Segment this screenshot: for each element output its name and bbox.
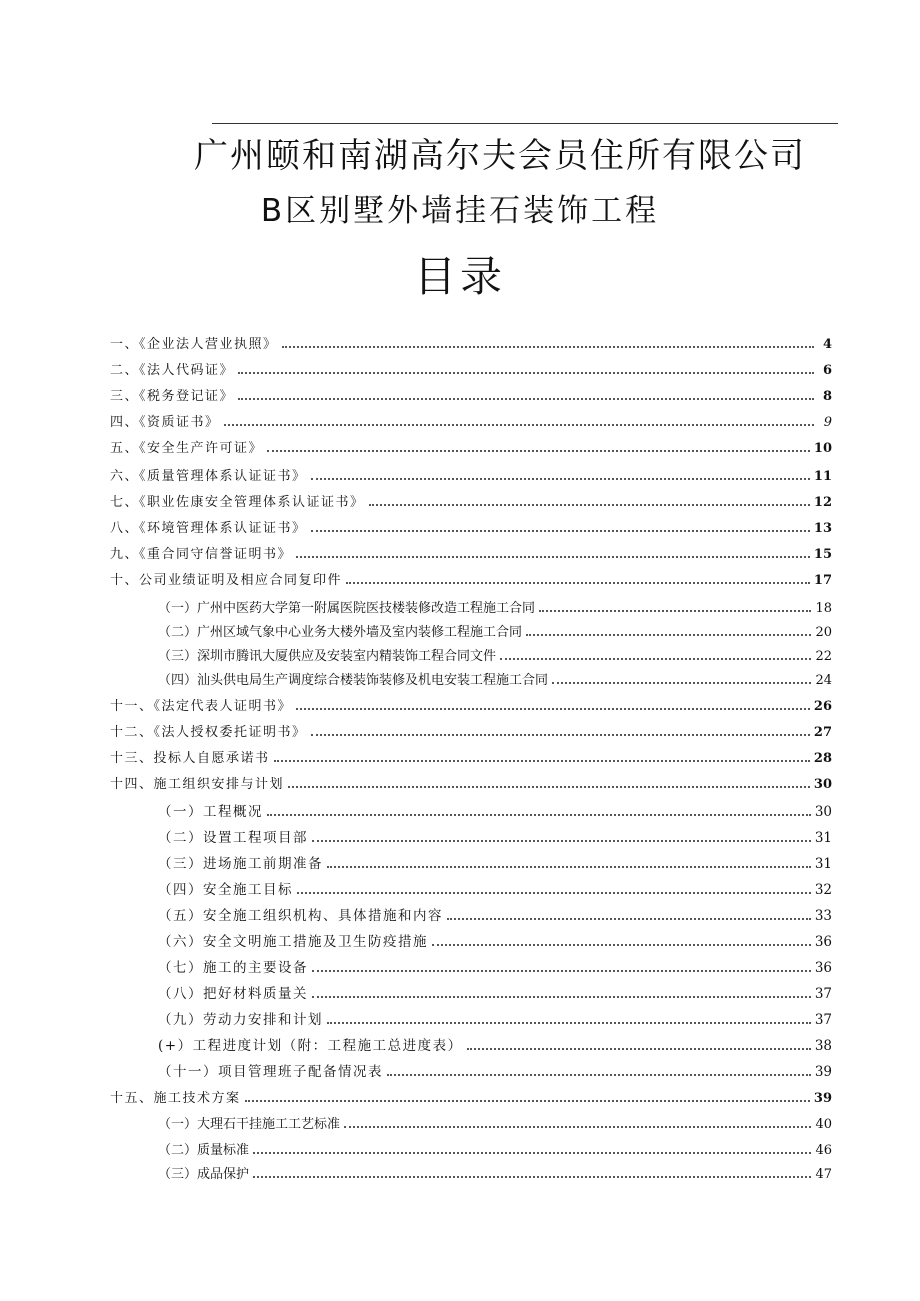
toc-entry[interactable] bbox=[110, 954, 832, 976]
toc-leader-dots bbox=[282, 346, 814, 348]
toc-entry-page: 33 bbox=[814, 908, 832, 924]
toc-entry-label: （一）大理石干挂施工工艺标准 bbox=[158, 1117, 341, 1132]
toc-leader-dots bbox=[238, 372, 814, 374]
toc-leader-dots bbox=[311, 530, 810, 532]
toc-leader-dots bbox=[253, 1176, 811, 1178]
toc-entry[interactable] bbox=[110, 718, 832, 740]
company-title: 广州颐和南湖高尔夫会员住所有限公司 bbox=[194, 136, 806, 176]
toc-entry-page: 8 bbox=[822, 389, 832, 404]
toc-entry-page: 31 bbox=[814, 856, 832, 872]
toc-entry-label: 十四、施工组织安排与计划 bbox=[110, 777, 285, 792]
toc-leader-dots bbox=[267, 450, 810, 452]
toc-entry-label: 八、《环境管理体系认证证书》 bbox=[110, 521, 307, 536]
toc-entry-page: 6 bbox=[822, 363, 832, 378]
toc-entry-page: 39 bbox=[813, 1091, 832, 1106]
toc-entry-page: 10 bbox=[813, 441, 832, 456]
toc-entry-page: 26 bbox=[813, 699, 832, 714]
toc-leader-dots bbox=[327, 1022, 811, 1024]
toc-entry[interactable] bbox=[110, 356, 832, 378]
toc-entry-page: 46 bbox=[815, 1143, 832, 1158]
toc-entry-label: （一）工程概况 bbox=[158, 804, 263, 820]
toc-entry-page: 22 bbox=[815, 649, 832, 664]
toc-leader-dots bbox=[344, 1126, 811, 1128]
toc-entry-label: （六）安全文明施工措施及卫生防疫措施 bbox=[158, 934, 428, 950]
toc-leader-dots bbox=[327, 866, 811, 868]
toc-leader-dots bbox=[267, 814, 811, 816]
toc-entry-label: 一、《企业法人营业执照》 bbox=[110, 337, 278, 352]
toc-leader-dots bbox=[552, 682, 811, 684]
toc-entry-label: 九、《重合同守信誉证明书》 bbox=[110, 547, 293, 562]
toc-entry[interactable] bbox=[110, 1110, 832, 1132]
toc-entry[interactable] bbox=[110, 850, 832, 872]
toc-entry[interactable] bbox=[110, 1160, 832, 1182]
toc-entry-page: 36 bbox=[814, 934, 832, 950]
toc-entry-label: （二）质量标准 bbox=[158, 1143, 250, 1158]
toc-entry-page: 24 bbox=[815, 673, 832, 688]
toc-entry-label: 七、《职业佐康安全管理体系认证证书》 bbox=[110, 495, 365, 510]
toc-entry-page: 17 bbox=[813, 573, 832, 588]
toc-entry[interactable] bbox=[110, 540, 832, 562]
toc-entry-label: （十一）项目管理班子配备情况表 bbox=[158, 1064, 383, 1080]
toc-entry[interactable] bbox=[110, 594, 832, 616]
toc-entry[interactable] bbox=[110, 434, 832, 456]
toc-heading: 目录 bbox=[413, 252, 506, 301]
toc-entry-label: （二）设置工程项目部 bbox=[158, 830, 308, 846]
toc-entry-label: 五、《安全生产许可证》 bbox=[110, 441, 264, 456]
toc-entry-page: 47 bbox=[815, 1167, 832, 1182]
toc-entry-page: 28 bbox=[813, 751, 832, 766]
toc-entry[interactable] bbox=[110, 1006, 832, 1028]
toc-entry-page: 31 bbox=[814, 830, 832, 846]
toc-entry-label: 四、《资质证书》 bbox=[110, 415, 220, 430]
toc-leader-dots bbox=[432, 944, 811, 946]
toc-entry-page: 11 bbox=[813, 469, 832, 484]
toc-entry[interactable] bbox=[110, 770, 832, 792]
toc-entry[interactable] bbox=[110, 514, 832, 536]
toc-entry-page: 12 bbox=[813, 495, 832, 510]
toc-entry[interactable] bbox=[110, 666, 832, 688]
toc-entry-label: （五）安全施工组织机构、具体措施和内容 bbox=[158, 908, 443, 924]
toc-leader-dots bbox=[245, 1100, 810, 1102]
toc-entry[interactable] bbox=[110, 1058, 832, 1080]
toc-entry[interactable] bbox=[110, 642, 832, 664]
toc-entry-page: 15 bbox=[813, 547, 832, 562]
toc-entry-label: 十五、施工技术方案 bbox=[110, 1091, 241, 1106]
toc-entry-label: （三）成品保护 bbox=[158, 1167, 250, 1182]
toc-leader-dots bbox=[296, 708, 810, 710]
toc-leader-dots bbox=[539, 610, 811, 612]
toc-entry-page: 13 bbox=[813, 521, 832, 536]
toc-leader-dots bbox=[312, 996, 811, 998]
toc-entry[interactable] bbox=[110, 1032, 832, 1054]
toc-entry-page: 36 bbox=[814, 960, 832, 976]
toc-entry-label: （八）把好材料质量关 bbox=[158, 986, 308, 1002]
toc-entry[interactable] bbox=[110, 692, 832, 714]
toc-entry[interactable] bbox=[110, 330, 832, 352]
toc-entry[interactable] bbox=[110, 876, 832, 898]
toc-entry-label: （四）安全施工目标 bbox=[158, 882, 293, 898]
toc-leader-dots bbox=[238, 398, 814, 400]
toc-leader-dots bbox=[288, 786, 810, 788]
toc-entry-page: 9 bbox=[823, 415, 832, 430]
toc-entry[interactable] bbox=[110, 618, 832, 640]
toc-entry[interactable] bbox=[110, 382, 832, 404]
toc-leader-dots bbox=[274, 760, 810, 762]
toc-leader-dots bbox=[447, 918, 811, 920]
toc-entry[interactable] bbox=[110, 980, 832, 1002]
toc-entry-page: 20 bbox=[815, 625, 832, 640]
toc-entry-label: （四）汕头供电局生产调度综合楼装饰装修及机电安装工程施工合同 bbox=[158, 673, 549, 688]
toc-leader-dots bbox=[346, 582, 810, 584]
toc-leader-dots bbox=[467, 1048, 811, 1050]
toc-entry-label: (+）工程进度计划（附：工程施工总进度表） bbox=[158, 1038, 463, 1054]
toc-entry[interactable] bbox=[110, 488, 832, 510]
toc-entry-page: 30 bbox=[813, 777, 832, 792]
toc-entry-label: （三）深圳市腾讯大厦供应及安装室内精装饰工程合同文件 bbox=[158, 649, 497, 664]
toc-leader-dots bbox=[311, 734, 810, 736]
toc-leader-dots bbox=[369, 504, 810, 506]
toc-entry-label: （三）进场施工前期准备 bbox=[158, 856, 323, 872]
toc-entry-page: 4 bbox=[822, 337, 832, 352]
toc-entry-label: （七）施工的主要设备 bbox=[158, 960, 308, 976]
toc-entry-label: 十三、投标人自愿承诺书 bbox=[110, 751, 270, 766]
toc-entry[interactable] bbox=[110, 566, 832, 588]
toc-entry[interactable] bbox=[110, 1136, 832, 1158]
toc-leader-dots bbox=[297, 892, 811, 894]
toc-leader-dots bbox=[526, 634, 811, 636]
toc-entry-page: 37 bbox=[814, 1012, 832, 1028]
toc-entry[interactable] bbox=[110, 824, 832, 846]
toc-entry-page: 32 bbox=[814, 882, 832, 898]
toc-entry-page: 27 bbox=[813, 725, 832, 740]
toc-entry-label: （九）劳动力安排和计划 bbox=[158, 1012, 323, 1028]
toc-leader-dots bbox=[387, 1074, 811, 1076]
toc-entry[interactable] bbox=[110, 928, 832, 950]
toc-leader-dots bbox=[224, 424, 814, 426]
toc-leader-dots bbox=[296, 556, 810, 558]
toc-entry-label: 三、《税务登记证》 bbox=[110, 389, 235, 404]
toc-entry[interactable] bbox=[110, 462, 832, 484]
toc-entry[interactable] bbox=[110, 902, 832, 924]
toc-entry-page: 37 bbox=[814, 986, 832, 1002]
toc-entry-label: 六、《质量管理体系认证证书》 bbox=[110, 469, 307, 484]
toc-entry-label: （一）广州中医药大学第一附属医院医技楼装修改造工程施工合同 bbox=[158, 601, 536, 616]
toc-entry[interactable] bbox=[110, 744, 832, 766]
project-title: B区别墅外墙挂石装饰工程 bbox=[260, 193, 660, 229]
toc-entry[interactable] bbox=[110, 1084, 832, 1106]
toc-entry-label: 十、公司业绩证明及相应合同复印件 bbox=[110, 573, 343, 588]
toc-entry-page: 30 bbox=[814, 804, 832, 820]
toc-leader-dots bbox=[253, 1152, 811, 1154]
toc-entry-page: 18 bbox=[815, 601, 832, 616]
toc-entry-label: （二）广州区域气象中心业务大楼外墙及室内装修工程施工合同 bbox=[158, 625, 523, 640]
toc-leader-dots bbox=[500, 658, 811, 660]
toc-leader-dots bbox=[312, 970, 811, 972]
toc-entry-page: 38 bbox=[814, 1038, 832, 1054]
header-rule bbox=[212, 123, 838, 124]
toc-entry[interactable] bbox=[110, 408, 832, 430]
toc-entry-page: 39 bbox=[814, 1064, 832, 1080]
toc-entry-label: 十二、《法人授权委托证明书》 bbox=[110, 725, 307, 740]
toc-leader-dots bbox=[312, 840, 811, 842]
toc-entry-page: 40 bbox=[815, 1117, 832, 1132]
toc-entry-label: 十一、《法定代表人证明书》 bbox=[110, 699, 293, 714]
toc-entry-label: 二、《法人代码证》 bbox=[110, 363, 235, 378]
toc-leader-dots bbox=[311, 478, 810, 480]
toc-entry[interactable] bbox=[110, 798, 832, 820]
